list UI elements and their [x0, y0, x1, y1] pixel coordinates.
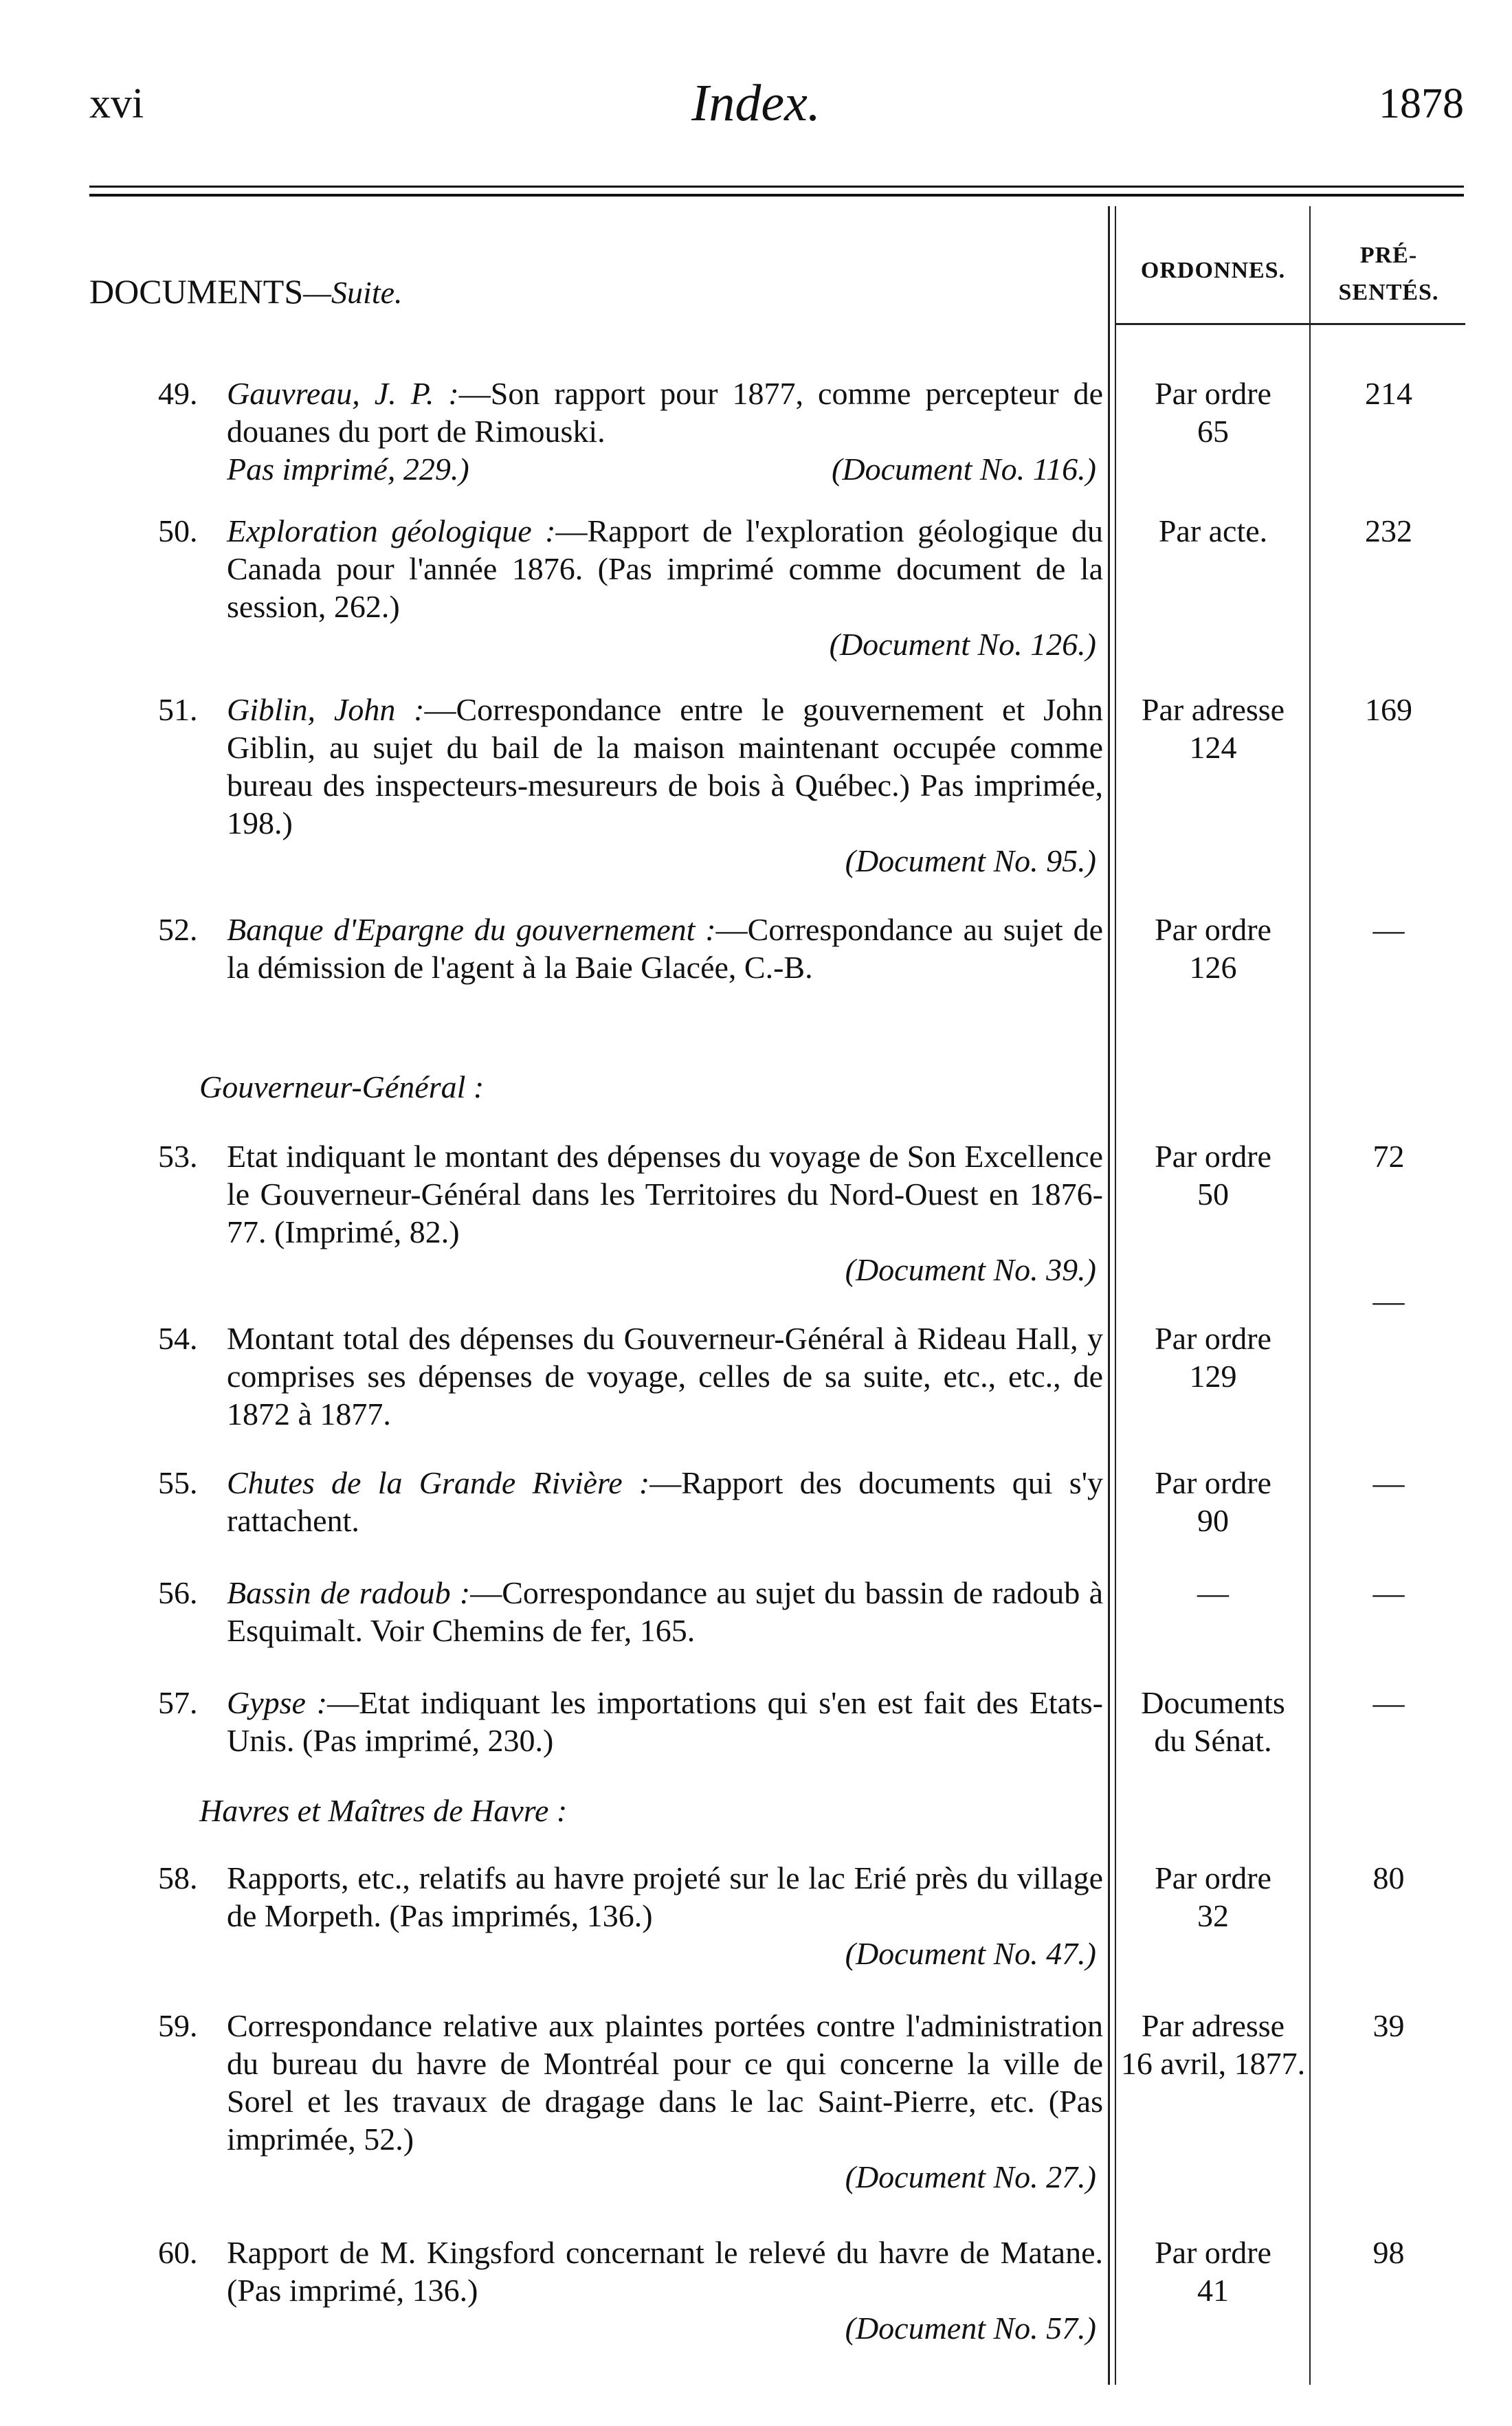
header-rule-double	[89, 194, 1464, 197]
page-number: xvi	[89, 80, 144, 127]
presented-cell: —	[1372, 1465, 1405, 1500]
index-entry: 58. Rapports, etc., relatifs au havre projeté sur le lac Erié près du village de Morpeth. (Pas imprimés, 136.) (Document No. 47.)	[158, 1860, 1103, 1971]
presented-cell: 232	[1365, 513, 1412, 548]
column-header-ordered: ORDONNES.	[1140, 258, 1286, 283]
subheading: Havres et Maîtres de Havre :	[199, 1793, 568, 1828]
ordered-cell: Par acte.	[1158, 513, 1268, 548]
presented-cell: 169	[1365, 692, 1412, 727]
presented-cell: 98	[1372, 2235, 1405, 2270]
presented-cell: 39	[1372, 2008, 1405, 2043]
index-entry: 52. Banque d'Epargne du gouvernement :—Correspondance au sujet de la démission de l'agent à la Baie Glacée, C.-B.	[158, 912, 1104, 985]
ordered-cell: Par ordre 65	[1155, 376, 1271, 449]
presented-cell: —	[1372, 1575, 1405, 1610]
section-title: DOCUMENTS—Suite.	[89, 272, 403, 311]
index-entry: 56. Bassin de radoub :—Correspondance au sujet du bassin de radoub à Esquimalt. Voir Chemins de fer, 165.	[158, 1575, 1103, 1648]
presented-cell: —	[1372, 1283, 1405, 1318]
column-divider	[1108, 206, 1110, 2385]
ordered-cell: Documents du Sénat.	[1141, 1685, 1285, 1758]
column-divider	[1309, 206, 1311, 2385]
ordered-cell: Par adresse 124	[1141, 692, 1285, 765]
index-entry: 55. Chutes de la Grande Rivière :—Rapport des documents qui s'y rattachent.	[158, 1465, 1103, 1538]
presented-cell: 72	[1372, 1139, 1405, 1174]
index-entry: 54. Montant total des dépenses du Gouverneur-Général à Rideau Hall, y comprises ses dépenses de voyage, celles de sa suite, etc., etc., de 1872 à 1877.	[158, 1321, 1103, 1432]
index-entry: 49. Gauvreau, J. P. :—Son rapport pour 1877, comme percepteur de douanes du port de Rimouski. Pas imprimé, 229.) (Document No. 116.)	[158, 376, 1104, 487]
index-entry: 53. Etat indiquant le montant des dépenses du voyage de Son Excellence le Gouverneur-Général dans les Territoires du Nord-Ouest en 1876-77. (Imprimé, 82.) (Document No. 39.)	[158, 1139, 1103, 1287]
index-entry: 60. Rapport de M. Kingsford concernant le relevé du havre de Matane. (Pas imprimé, 136.) (Document No. 57.)	[158, 2235, 1103, 2346]
header-rule	[89, 186, 1464, 188]
ordered-cell: Par ordre 129	[1155, 1321, 1271, 1394]
page-title: Index.	[691, 74, 821, 132]
column-header-rule	[1115, 323, 1465, 325]
presented-cell: —	[1372, 912, 1405, 947]
presented-cell: —	[1372, 1685, 1405, 1720]
column-header-presented: PRÉ- SENTÉS.	[1338, 243, 1439, 305]
presented-cell: 80	[1372, 1860, 1405, 1895]
index-entry: 50. Exploration géologique :—Rapport de l'exploration géologique du Canada pour l'année 1876. (Pas imprimé comme document de la session, 262.) (Document No. 126.)	[158, 513, 1103, 662]
year-label: 1878	[1379, 80, 1464, 127]
ordered-cell: —	[1197, 1575, 1229, 1610]
index-entry: 51. Giblin, John :—Correspondance entre le gouvernement et John Giblin, au sujet du bail de la maison maintenant occupée comme bureau des inspecteurs-mesureurs de bois à Québec.) Pas imprimée, 198.) (Document No. 95.)	[158, 692, 1103, 878]
index-entry: 57. Gypse :—Etat indiquant les importations qui s'en est fait des Etats-Unis. (Pas imprimé, 230.)	[158, 1685, 1103, 1758]
ordered-cell: Par ordre 50	[1155, 1139, 1271, 1212]
ordered-cell: Par ordre 32	[1155, 1860, 1271, 1933]
presented-cell: 214	[1365, 376, 1412, 411]
subheading: Gouverneur-Général :	[199, 1069, 485, 1104]
ordered-cell: Par adresse 16 avril, 1877.	[1120, 2008, 1306, 2081]
ordered-cell: Par ordre 41	[1155, 2235, 1271, 2308]
ordered-cell: Par ordre 126	[1155, 912, 1271, 985]
ordered-cell: Par ordre 90	[1155, 1465, 1271, 1538]
index-entry: 59. Correspondance relative aux plaintes portées contre l'administration du bureau du havre de Montréal pour ce qui concerne la ville de Sorel et les travaux de dragage dans le lac Saint-Pierre, etc. (Pas imprimée, 52.) (Document No. 27.)	[158, 2008, 1103, 2194]
column-divider	[1115, 206, 1116, 2385]
